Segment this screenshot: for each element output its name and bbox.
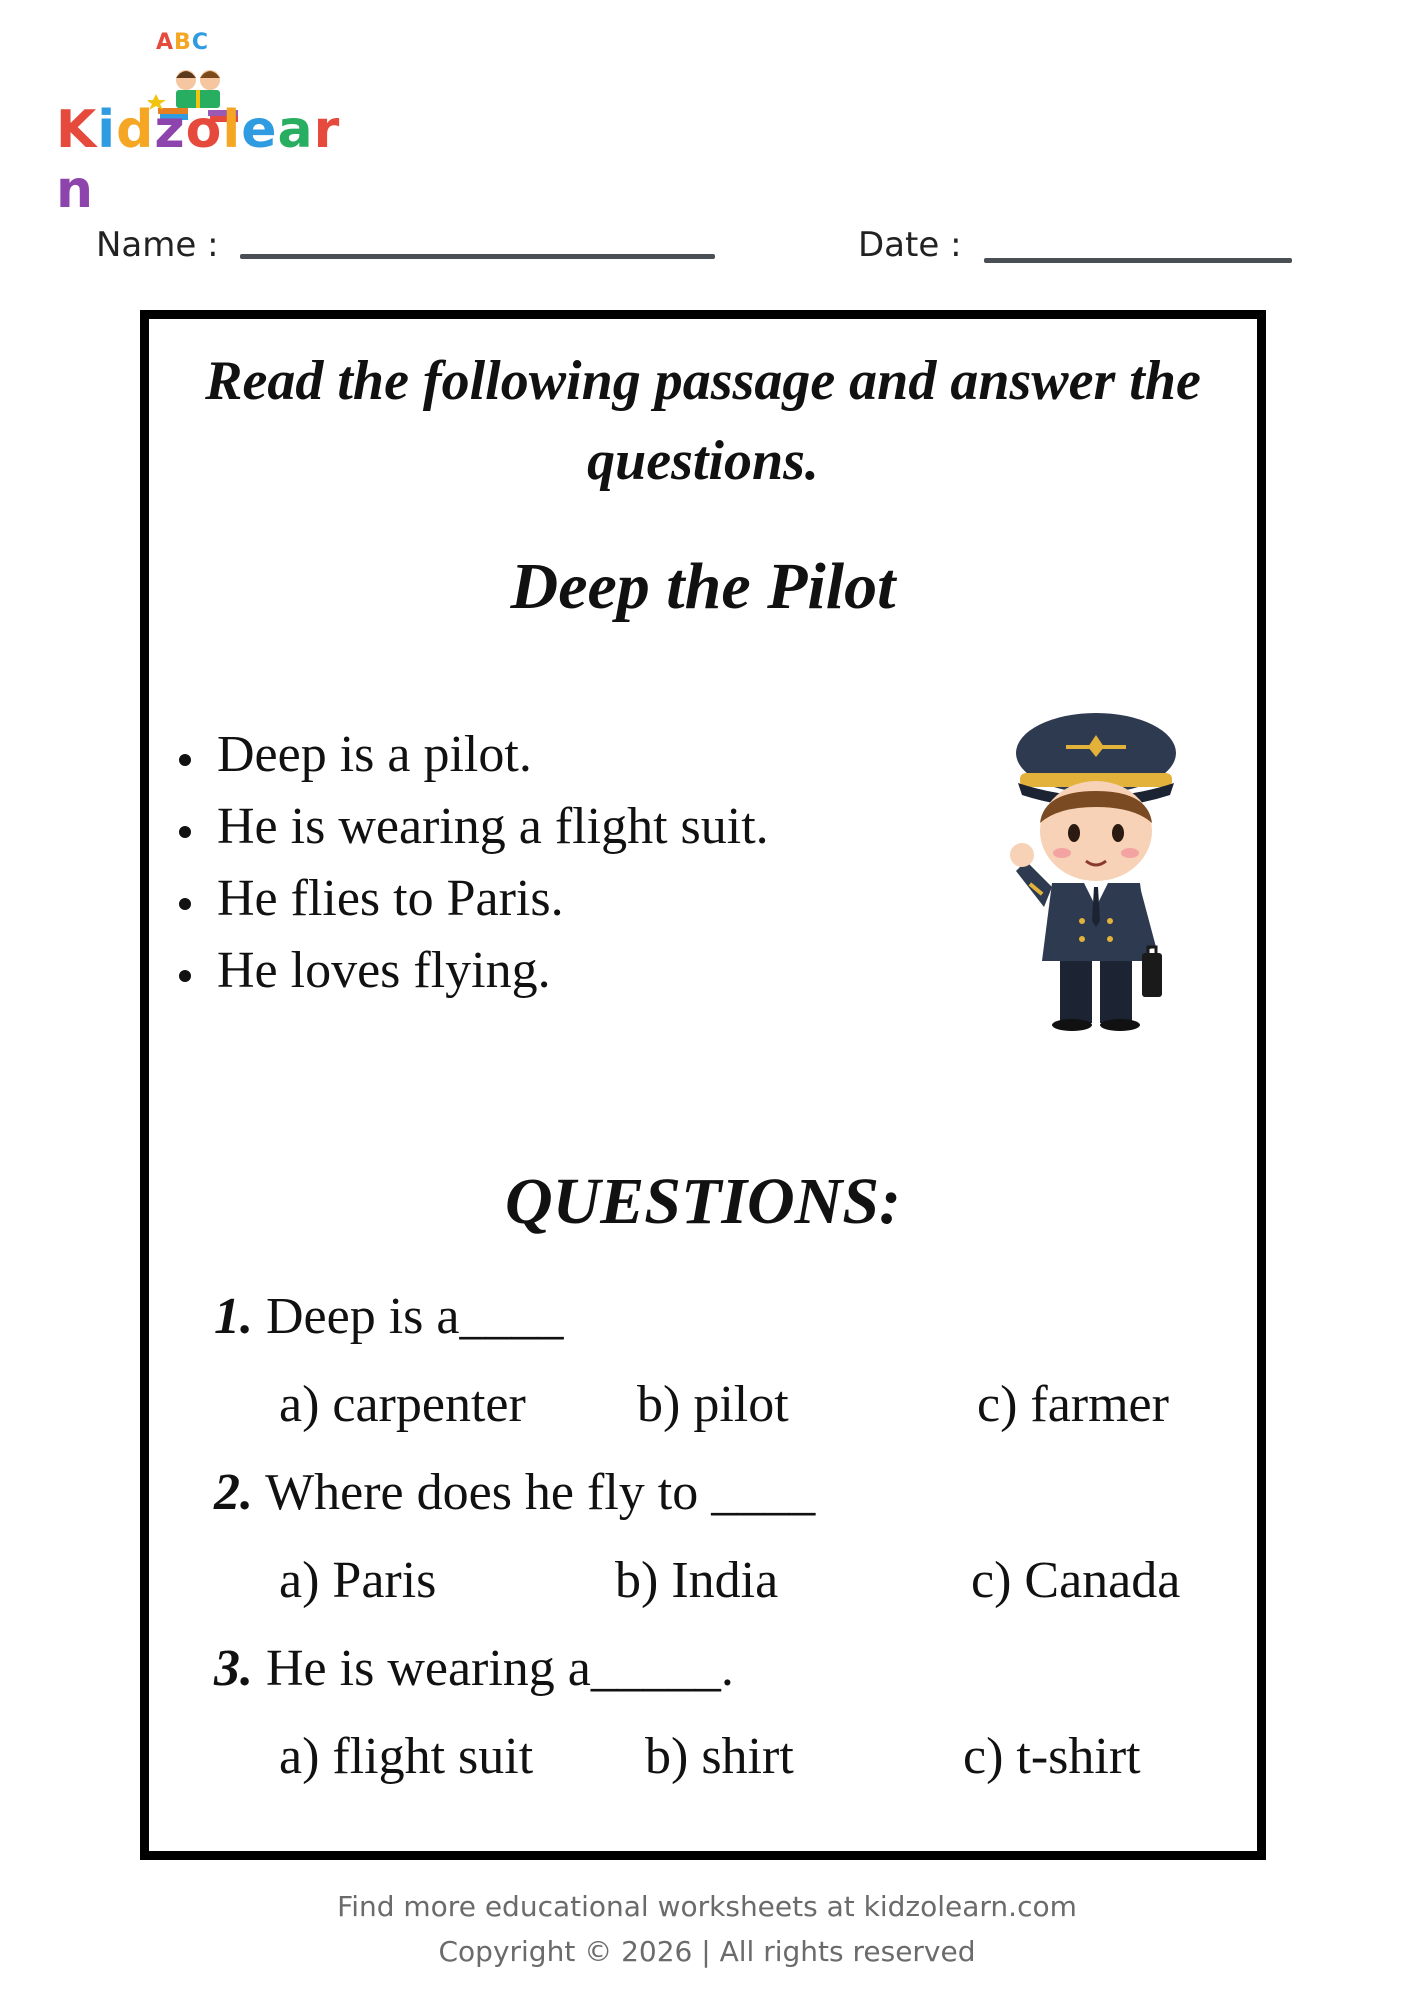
option-3a[interactable]: a) flight suit xyxy=(279,1728,534,1785)
option-1b[interactable]: b) pilot xyxy=(637,1376,789,1433)
option-2a[interactable]: a) Paris xyxy=(279,1552,437,1609)
option-1a[interactable]: a) carpenter xyxy=(279,1376,526,1433)
logo-wordmark: Kidzolearn xyxy=(56,100,341,220)
date-field-line[interactable] xyxy=(984,258,1292,263)
footer-worksheets-link[interactable]: Find more educational worksheets at kidzolearn.com xyxy=(337,1890,1077,1923)
passage-title: Deep the Pilot xyxy=(510,550,896,623)
list-item: He flies to Paris. xyxy=(179,863,769,935)
option-2c[interactable]: c) Canada xyxy=(971,1552,1181,1609)
bullet-icon xyxy=(179,754,191,766)
list-item: Deep is a pilot. xyxy=(179,719,769,791)
name-label: Name : xyxy=(96,225,219,265)
name-field-line[interactable] xyxy=(240,254,715,259)
questions-heading: QUESTIONS: xyxy=(504,1165,902,1238)
option-3b[interactable]: b) shirt xyxy=(645,1728,794,1785)
bullet-icon xyxy=(179,826,191,838)
question-3: 3. He is wearing a_____. xyxy=(214,1640,734,1697)
question-1: 1. Deep is a____ xyxy=(214,1288,564,1345)
list-item: He loves flying. xyxy=(179,935,769,1007)
bullet-icon xyxy=(179,970,191,982)
question-2: 2. Where does he fly to ____ xyxy=(214,1464,816,1521)
bullet-icon xyxy=(179,898,191,910)
worksheet-frame xyxy=(140,310,1266,1860)
passage-facts xyxy=(179,719,769,1007)
date-label: Date : xyxy=(858,225,962,265)
list-item: He is wearing a flight suit. xyxy=(179,791,769,863)
logo-abc-letters: ABC xyxy=(156,30,209,55)
footer-copyright: Copyright © 2026 | All rights reserved xyxy=(438,1935,976,1968)
option-1c[interactable]: c) farmer xyxy=(977,1376,1169,1433)
option-2b[interactable]: b) India xyxy=(615,1552,779,1609)
option-3c[interactable]: c) t-shirt xyxy=(963,1728,1141,1785)
pilot-illustration-icon xyxy=(1004,711,1184,1031)
kidzolearn-logo xyxy=(56,30,346,220)
instruction-text: Read the following passage and answer the questions. xyxy=(205,350,1201,492)
